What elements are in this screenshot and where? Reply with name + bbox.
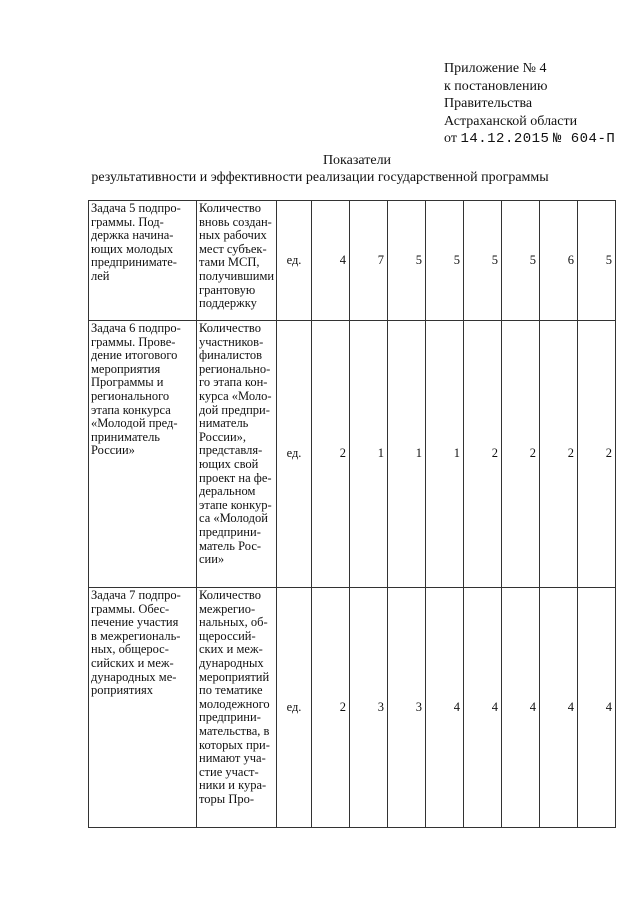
value-cell: 2 [312, 321, 350, 588]
value-cell: 5 [388, 201, 426, 321]
table-row [89, 321, 616, 588]
task-cell: Задача 5 подпро- граммы. Под- держка начина- ющих молодых предпринимате- лей [89, 201, 197, 321]
appendix-line-5 [444, 130, 615, 149]
value-cell: 1 [426, 321, 464, 588]
appendix-from-label: от [444, 131, 457, 146]
unit-cell: ед. [277, 321, 312, 588]
value-cell: 2 [312, 588, 350, 828]
indicators-table [88, 200, 616, 828]
value-cell: 5 [464, 201, 502, 321]
document-title [0, 152, 640, 186]
title-line-1: Показатели [322, 153, 392, 168]
appendix-line-1: Приложение № 4 [444, 61, 547, 76]
value-cell: 5 [578, 201, 616, 321]
value-cell: 4 [540, 588, 578, 828]
value-cell: 5 [502, 201, 540, 321]
appendix-line-3: Правительства [444, 96, 533, 111]
value-cell: 2 [464, 321, 502, 588]
appendix-header [444, 60, 615, 149]
table-row [89, 588, 616, 828]
value-cell: 3 [388, 588, 426, 828]
value-cell: 4 [502, 588, 540, 828]
table-row [89, 201, 616, 321]
task-cell: Задача 6 подпро- граммы. Прове- дение итогового мероприятия Программы и регионального этапа конкурса «Молодой пред- приниматель России» [89, 321, 197, 588]
value-cell: 2 [540, 321, 578, 588]
task-cell: Задача 7 подпро- граммы. Обес- печение участия в межрегиональ- ных, общерос- сийских и меж- дународных ме- роприятиях [89, 588, 197, 828]
indicator-cell: Количество межрегио- нальных, об- щероссий- ских и меж- дународных мероприятий по тематике молодежного предприни- мательства, в которых при- нимают уча- стие участ- ники и кура- торы Про- [197, 588, 277, 828]
unit-cell: ед. [277, 588, 312, 828]
value-cell: 3 [350, 588, 388, 828]
value-cell: 1 [388, 321, 426, 588]
value-cell: 1 [350, 321, 388, 588]
value-cell: 4 [578, 588, 616, 828]
indicator-cell: Количество вновь создан- ных рабочих мест субъек- тами МСП, получившими грантовую поддержку [197, 201, 277, 321]
value-cell: 4 [426, 588, 464, 828]
appendix-line-2: к постановлению [444, 78, 548, 94]
appendix-line-4: Астраханской области [444, 113, 578, 129]
unit-cell: ед. [277, 201, 312, 321]
value-cell: 4 [464, 588, 502, 828]
value-cell: 7 [350, 201, 388, 321]
value-cell: 6 [540, 201, 578, 321]
value-cell: 2 [502, 321, 540, 588]
value-cell: 4 [312, 201, 350, 321]
value-cell: 5 [426, 201, 464, 321]
value-cell: 2 [578, 321, 616, 588]
appendix-date: 14.12.2015 [460, 131, 550, 147]
indicator-cell: Количество участников- финалистов регионально- го этапа кон- курса «Моло- дой предпри- ниматель России», представля- ющих свой проект на фе- деральном этапе конкур- са «Молодой предприни- матель Рос- сии» [197, 321, 277, 588]
title-line-2: результативности и эффективности реализации государственной программы [91, 170, 549, 185]
appendix-number: № 604-П [552, 131, 616, 147]
